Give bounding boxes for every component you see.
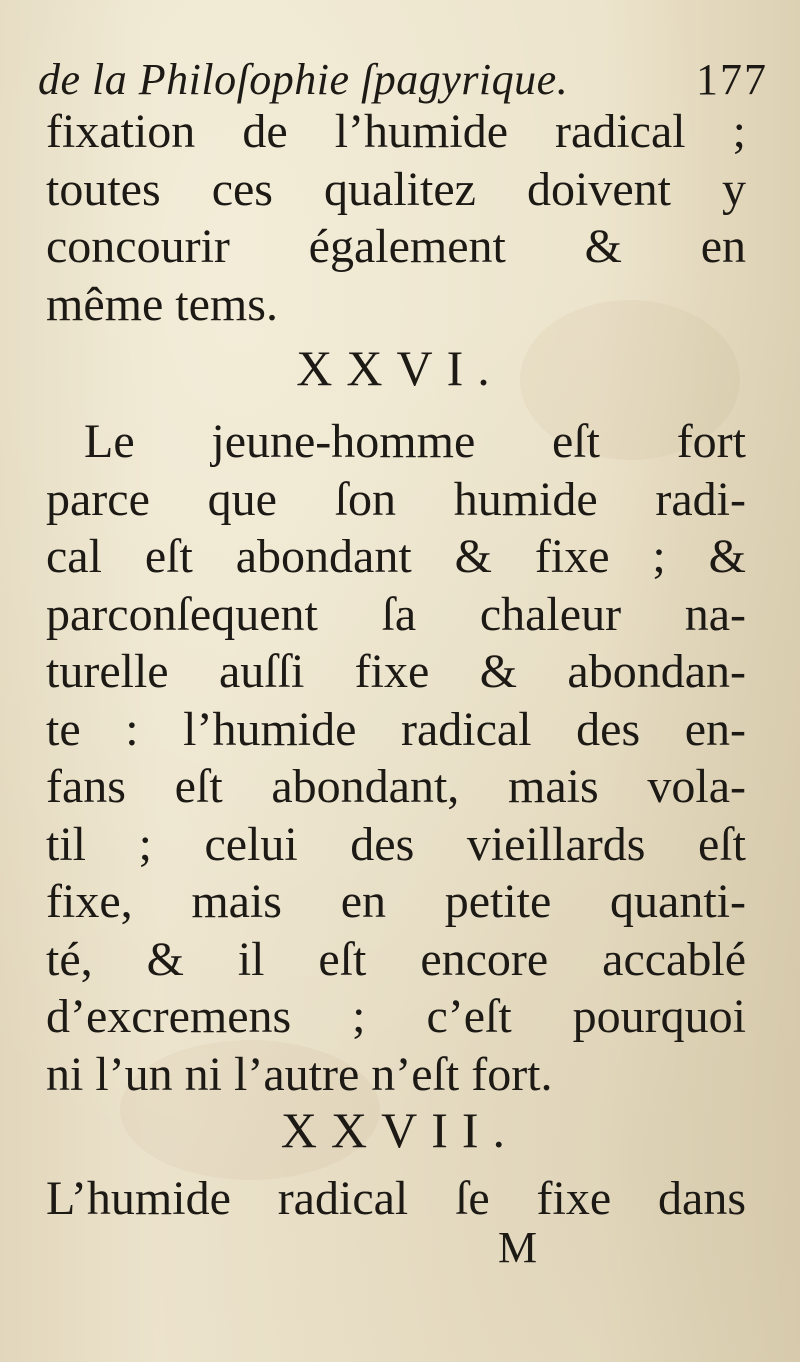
text-line: turelle auſſi fixe & abondan- (46, 645, 746, 698)
text-line: même tems. (46, 277, 278, 331)
text-line: toutes ces qualitez doivent y (46, 162, 746, 216)
text-line: parconſequent ſa chaleur na- (46, 587, 746, 641)
text-line: ni l’un ni l’autre n’eſt fort. (46, 1047, 553, 1101)
text-line: fixe, mais en petite quanti- (46, 875, 746, 928)
running-title: de la Philoſophie ſpagyrique. (38, 55, 569, 104)
section-heading-xxvii: XXVII. (280, 1102, 520, 1158)
text-line: parce que ſon humide radi- (46, 472, 746, 526)
text-line: te : l’humide radical des en- (46, 702, 746, 756)
text-line: til ; celui des vieillards eſt (46, 817, 746, 871)
text-line: L’humide radical ſe fixe dans (46, 1172, 746, 1225)
paragraph-1 (46, 103, 746, 333)
text-line: fans eſt abondant, mais vola- (46, 760, 746, 813)
text-line: cal eſt abondant & fixe ; & (46, 530, 746, 583)
page-number: 177 (696, 55, 768, 104)
text-line: concourir également & en (46, 220, 746, 273)
text-line: fixation de l’humide radical ; (46, 105, 746, 158)
paragraph-3 (46, 1170, 746, 1228)
text-line: té, & il eſt encore accablé (46, 932, 746, 986)
text-line: d’excremens ; c’eſt pourquoi (46, 990, 746, 1043)
catchword: M (498, 1223, 538, 1272)
paragraph-2 (46, 413, 746, 1103)
section-heading-xxvi: XXVI. (296, 340, 504, 396)
text-line: Le jeune-homme eſt fort (84, 415, 746, 468)
